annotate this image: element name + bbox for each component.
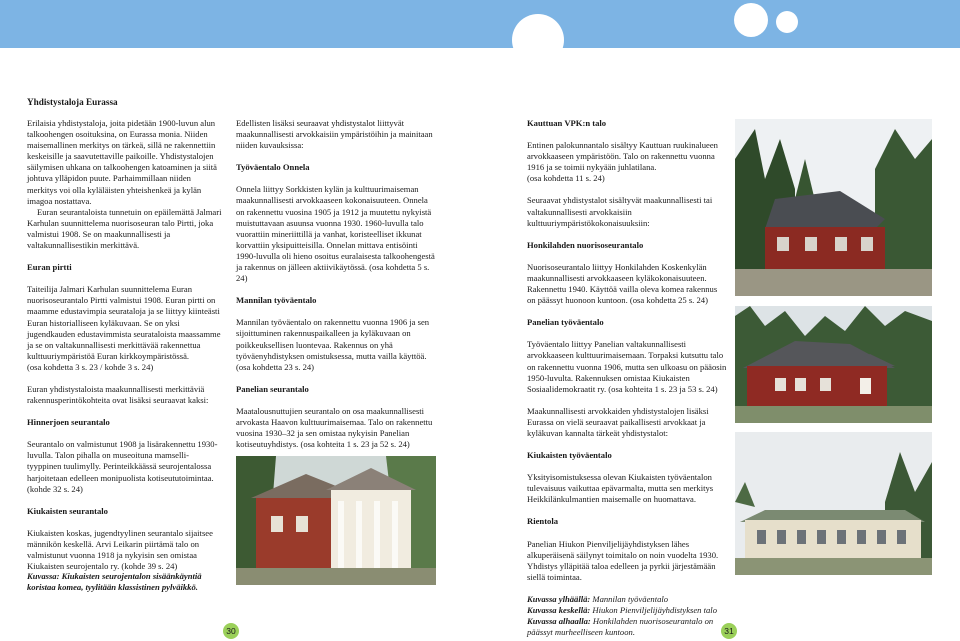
column-left [27,118,223,583]
paragraph: Nuorisoseurantalo liittyy Honkilahden Koskenkylän maakunnallisesti arvokkaaseen kyläkokonaisuuteen. Rakennettu 1940. Käyttöä vailla oleva komea rakennus on päässyt huonoon kuntoon. (osa kohdetta 25 s. 24) [527,261,718,306]
paragraph: Euran yhdistystaloista maakunnallisesti merkittäviä rakennusperintökohteita ovat lisäksi seuraavat kaksi: [27,383,209,406]
subheading: Kauttuan VPK:n talo [527,118,607,128]
subheading: Hinnerjoen seurantalo [27,417,110,428]
paragraph: Kiukaisten koskas, jugendtyylinen seurantalo sijaitsee männikön keskellä. Arvi Leikarin piirtämä talo on valmistunut vuonna 1918 ja nykyisin sen omistaa Kiukaisten seurojentalo ry. (kohde 39 s. 24) [27,527,213,572]
subheading: Honkilahden nuorisoseurantalo [527,239,644,250]
paragraph: Panelian Hiukon Pienviljelijäyhdistyksen lähes alkuperäisenä säilynyt toimitalo on noin vuodelta 1930. Yhdistys ylläpitää taloa edelleen ja pyrkii järjestämään siellä toimintaa. [527,538,719,582]
photo-mannila [735,119,932,296]
page-number-right: 31 [721,623,737,639]
subheading: Rientola [527,516,559,527]
header-circle-small [776,11,798,33]
header-band [0,0,960,48]
paragraph: Edellisten lisäksi seuraavat yhdistystalot liittyvät maakunnallisesti arvokkaisiin ympäristöihin ja mainitaan niiden kuvauksissa: [236,118,433,151]
photo-caption-right [527,594,727,638]
photo-caption-left: Kuvassa: Kiukaisten seurojentalon sisäänkäyntiä koristaa komea, tyylitään klassistinen pylväikkö. [27,571,202,593]
header-circle-medium [734,3,768,37]
paragraph: Maatalousnuttujien seurantalo on osa maakunnallisesti arvokasta Haavon kulttuurimaisemaa. Talo on rakennettu vuosina 1930–32 ja sen omistaa nykyisin Panelian kotiseutuyhdistys. (osa kohteita 1 s. 23 ja 52 s. 24) [236,405,433,450]
paragraph: Mannilan työväentalo on rakennettu vuonna 1906 ja sen sijoittuminen rakennuspaikalleen ja kyläkuvaan on poikkeuksellisen luontevaa. Rakennus on yhä työväenyhdistyksen omistuksessa, mutta vailla käyttöä. (osa kohdetta 23 s. 24) [236,317,430,372]
paragraph: Euran seurantaloista tunnetuin on epäilemättä Jalmari Karhulan suunnittelema nuorisoseuran talo Pirtti, joka valmistui 1908. Se on maakunnallisesti ja valtakunnallisestikin merkittävä. [27,206,222,251]
column-right [527,118,727,638]
caption-line: Kuvassa keskellä: Hiukon Pienviljelijäyhdistyksen talo [527,605,717,615]
column-middle [236,118,436,461]
paragraph: Työväentalo liittyy Panelian valtakunnallisesti arvokkaaseen kulttuurimaisemaan. Torpaksi kutsuttu talo on rakennettu vuonna 1906, mutta sen ulkoasu on pääosin 1950-luvulta. Rakennuksen omistaa Kiukaisten Sosiaalidemokraatit ry. (osa kohteita 1 s. 23 ja 53 s. 24) [527,339,727,394]
photo-seurojentalo [236,456,436,585]
paragraph: Onnela liittyy Sorkkisten kylän ja kulttuurimaiseman maakunnallisesti arvokkaaseen kokonaisuuteen. Onnela on rakennettu vuosina 1905 ja 1912 ja muutettu nykyistä muistuttavaan asuunsa vuonna 1930. 1960-luvulla talo vuorattiin mineriittillä ja vanhat, koristeelliset ikkunat korvattiin yksipuitteisilla. Onnelan mittava entisöinti 1990-luvulla oli hieno osoitus euralaisesta talkoohengestä ja rakennus on jälleen aktiivikäytössä. (osa kohdetta 5 s. 24) [236,184,435,284]
paragraph: Erilaisia yhdistystaloja, joita pidetään 1900-luvun alun talkoohengen osoituksina, on Eurassa monia. Niiden maisemallinen merkitys on tärkeä, sillä ne rakennettiin keskeisille ja saavutettaville paikoille. Yhdistystalojen säilymisen uhkana on talkoohengen katoaminen ja siitä johtuva ylläpidon puute. Parhaimmillaan niiden merkitys voi olla kyläläisten yhteishenkeä ja kylän imagoa nostattava. [27,118,217,206]
photo-hiukko [735,306,932,423]
subheading: Kiukaisten seurantalo [27,505,108,516]
page-number-left: 30 [223,623,239,639]
photo-honkilahti [735,432,932,575]
caption-line: Kuvassa ylhäällä: Mannilan työväentalo [527,593,669,604]
page-title: Yhdistystaloja Eurassa [27,97,118,107]
subheading: Euran pirtti [27,262,72,273]
paragraph: Yksityisomistuksessa olevan Kiukaisten työväentalon tulevaisuus vaikuttaa epävarmalta, mutta sen merkitys Heikkilänkulmantien maisemalle on huomattava. [527,472,714,505]
subheading: Mannilan työväentalo [236,295,317,306]
caption-line: Kuvassa alhaalla: Honkilahden nuorisoseurantalo on päässyt murheelliseen kuntoon. [527,616,714,638]
paragraph: Maakunnallisesti arvokkaiden yhdistystalojen lisäksi Eurassa on vielä seuraavat paikallisesti arvokkaat ja kyläkuvan kannalta tärkeät yhdistystalot: [527,405,709,438]
paragraph: Seurantalo on valmistunut 1908 ja lisärakennettu 1930-luvulla. Talon pihalla on museoituna mamselli-tyyppinen tuulimylly. Perinteikkäässä seurojentalossa harjoitetaan edelleen monipuolista kotiseututoimintaa. (kohde 32 s. 24) [27,439,218,494]
header-circle-large [512,14,564,66]
subheading: Kiukaisten työväentalo [527,450,612,461]
subheading: Työväentalo Onnela [236,162,310,173]
paragraph: Seuraavat yhdistystalot sisältyvät maakunnallisesti tai valtakunnallisesti arvokkaisiin kulttuuriympäristökokonaisuuksiin: [527,195,713,228]
paragraph: Entinen palokunnantalo sisältyy Kauttuan ruukinalueen arvokkaaseen ympäristöön. Talo on rakennettu vuonna 1916 ja se toimii nykyään juhlatilana. (osa kohdetta 11 s. 24) [527,140,718,184]
paragraph: Taiteilija Jalmari Karhulan suunnittelema Euran nuorisoseurantalo Pirtti valmistui 1908. Euran pirtti on maamme edustavimpia seurataloja ja se liittyy kiinteästi Euran historialliseen kyläkuvaan. Se on yksi jugendkauden edustavimmista seurataloista maassamme ja se on valtakunnallisesti merkittävää rakennettua kulttuuriympäristöä Euran kirkkoympäristössä. (osa kohdetta 3 s. 23 / kohde 3 s. 24) [27,284,221,372]
subheading: Panelian seurantalo [236,383,309,394]
subheading: Panelian työväentalo [527,317,604,328]
